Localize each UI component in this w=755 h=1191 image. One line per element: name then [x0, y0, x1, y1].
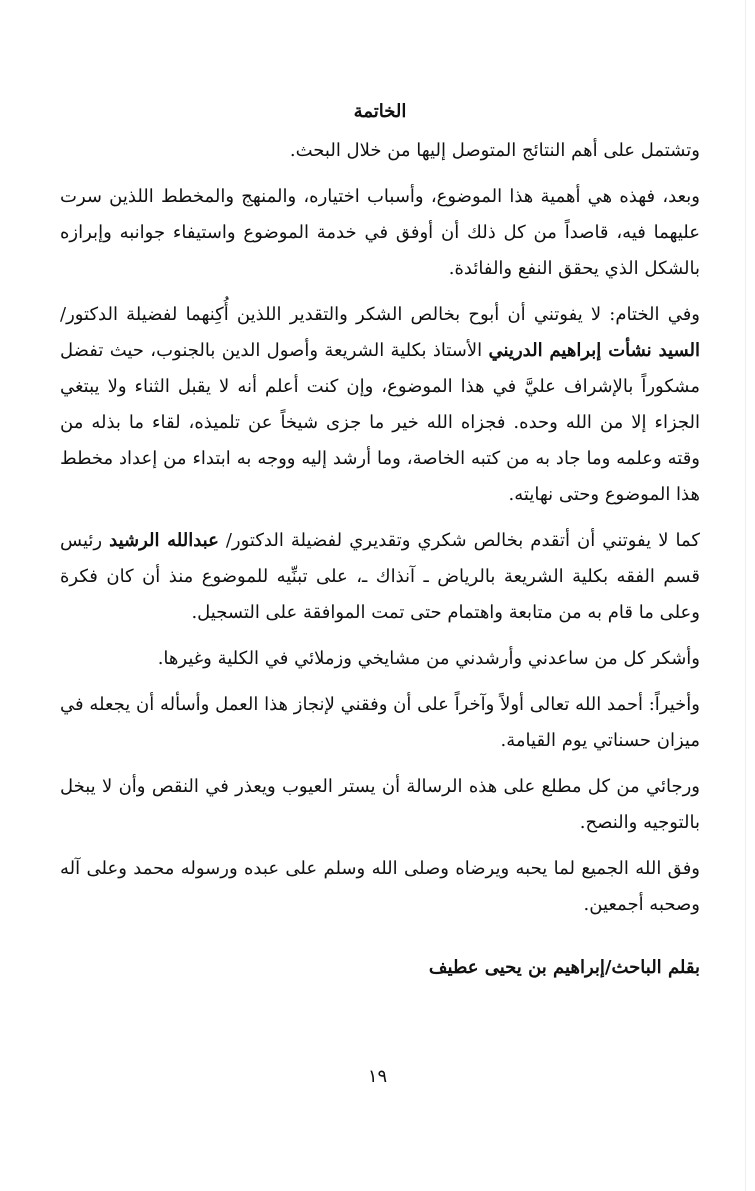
intro-paragraph: وتشتمل على أهم النتائج المتوصل إليها من خلال البحث.: [289, 140, 700, 161]
paragraph-importance: وبعد، فهذه هي أهمية هذا الموضوع، وأسباب اختياره، والمنهج والمخطط اللذين سرت عليهما فيه، قاصداً من كل ذلك أن أوفق في خدمة الموضوع واستيفاء جوانبه وإبرازه بالشكل الذي يحقق النفع والفائدة.: [60, 186, 700, 279]
thanks-supervisor-text-end: الأستاذ بكلية الشريعة وأصول الدين بالجنوب، حيث تفضل مشكوراً بالإشراف عليَّ في هذا الموضوع، وإن كنت أعلم أنه لا يقبل الثناء ولا يبتغي الجزاء إلا من الله وحده. فجزاه الله خير ما جزى شيخاً عن تلميذه، لقاء ما بذله من وقته وعلمه وما جاد به من كتبه الخاصة، وما أرشد إليه ووجه به ابتداء من إعداد مخطط هذا الموضوع وحتى نهايته.: [60, 340, 700, 505]
thanks-head-text-start: كما لا يفوتني أن أتقدم بخالص شكري وتقديري لفضيلة الدكتور/: [218, 530, 700, 551]
paragraph-praise: وأخيراً: أحمد الله تعالى أولاً وآخراً على أن وفقني لإنجاز هذا العمل وأسأله أن يجعله في ميزان حسناتي يوم القيامة.: [60, 694, 700, 751]
page-title: الخاتمة: [353, 101, 407, 122]
page-number: ١٩: [367, 1066, 388, 1087]
thanks-head-text-end: رئيس قسم الفقه بكلية الشريعة بالرياض ـ آنذاك ـ، على تبنِّيه للموضوع منذ أن كان فكرة وعلى ما قام به من متابعة واهتمام حتى تمت الموافقة على التسجيل.: [60, 530, 700, 623]
paragraph-closing-prayer: وفق الله الجميع لما يحبه ويرضاه وصلى الله وسلم على عبده ورسوله محمد وعلى آله وصحبه أجمعين.: [60, 858, 700, 915]
paragraph-thanks-colleagues: وأشكر كل من ساعدني وأرشدني من مشايخي وزملائي في الكلية وغيرها.: [157, 648, 700, 669]
department-head-name: عبدالله الرشيد: [109, 530, 219, 551]
paragraph-thanks-supervisor: [60, 297, 700, 513]
author-signature: بقلم الباحث/إبراهيم بن يحيى عطيف: [428, 957, 700, 978]
page-content: [60, 95, 700, 985]
page-edge-line: [745, 0, 746, 1191]
paragraph-request: ورجائي من كل مطلع على هذه الرسالة أن يستر العيوب ويعذر في النقص وأن لا يبخل بالتوجيه والنصح.: [60, 776, 700, 833]
supervisor-name: السيد نشأت إبراهيم الدريني: [488, 340, 700, 361]
thanks-supervisor-text-start: وفي الختام: لا يفوتني أن أبوح بخالص الشكر والتقدير اللذين أُكِنهما لفضيلة الدكتور/: [60, 304, 700, 325]
paragraph-thanks-department-head: [60, 523, 700, 631]
